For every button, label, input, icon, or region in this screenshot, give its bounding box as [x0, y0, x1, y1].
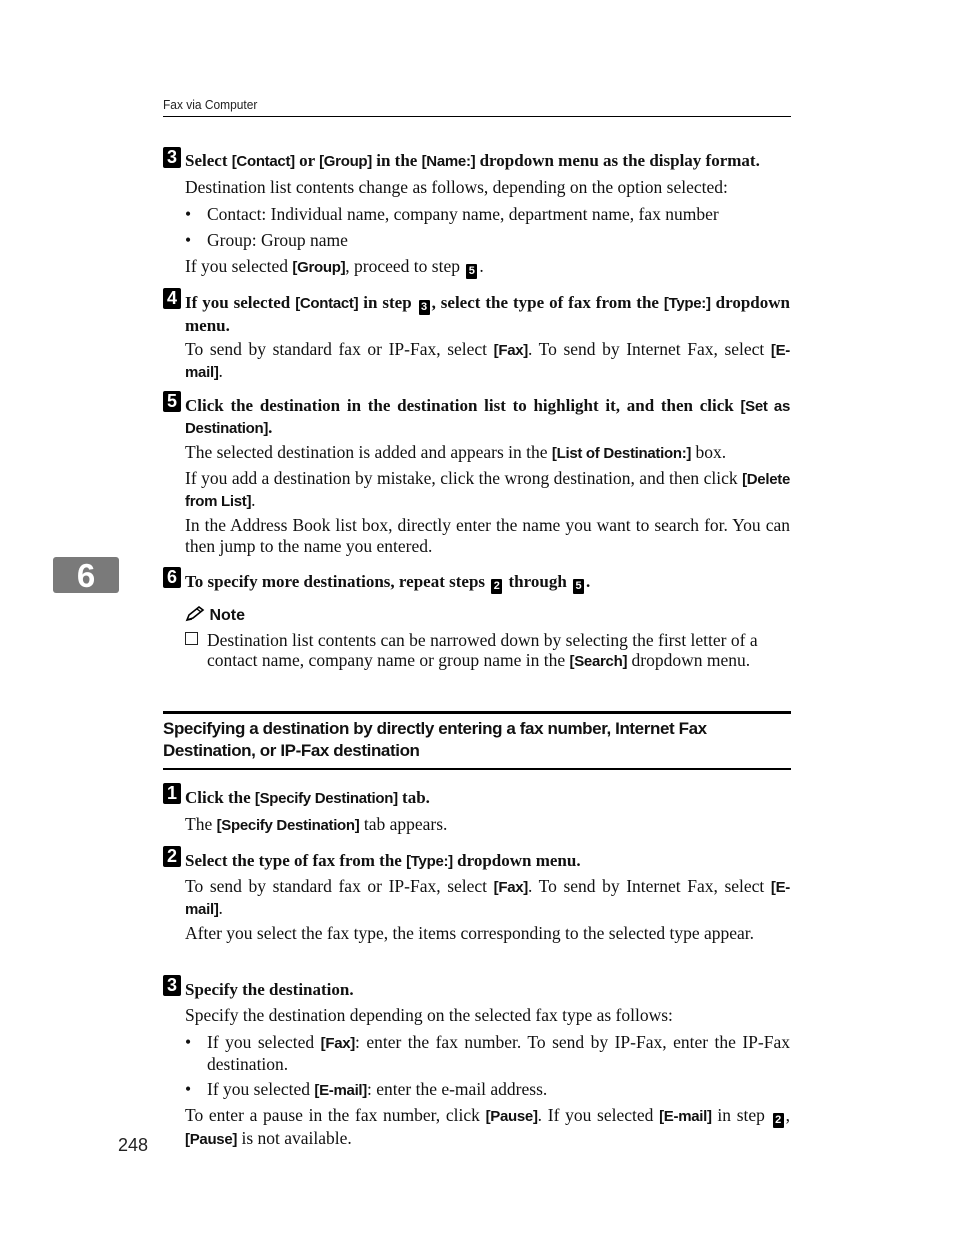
step-description: To send by standard fax or IP-Fax, select [Fax]. To send by Internet Fax, select [E-mail].	[185, 876, 791, 918]
step-number: 2	[163, 846, 181, 867]
pencil-icon	[185, 606, 205, 622]
step-number: 3	[163, 147, 181, 168]
step-instruction: Select the type of fax from the [Type:] dropdown menu.	[185, 851, 581, 870]
step-number: 4	[163, 288, 181, 309]
step-description: Destination list contents change as follows, depending on the option selected:	[185, 177, 728, 197]
step-description: If you selected [Group], proceed to step 5 .	[185, 256, 484, 277]
step-description: To send by standard fax or IP-Fax, select [Fax]. To send by Internet Fax, select [E-mail].	[185, 339, 791, 381]
step-reference: 2	[491, 579, 502, 594]
step-description: If you add a destination by mistake, click the wrong destination, and then click [Delete from List].	[185, 468, 790, 510]
step-description: After you select the fax type, the items corresponding to the selected type appear.	[185, 923, 755, 943]
step-reference: 5	[466, 264, 477, 279]
note-heading	[185, 606, 245, 626]
running-header	[163, 97, 791, 117]
section-rule-top	[163, 711, 791, 714]
header-title: Fax via Computer	[163, 97, 258, 112]
bullet-item: • Group: Group name	[185, 230, 348, 250]
step-instruction: Specify the destination.	[185, 980, 354, 999]
step-description: The selected destination is added and appears in the [List of Destination:] box.	[185, 442, 727, 462]
step-number: 5	[163, 391, 181, 412]
step-reference: 5	[573, 579, 584, 594]
section-title: Specifying a destination by directly entering a fax number, Internet Fax Destination, or IP-Fax destination	[163, 719, 707, 760]
step-number: 6	[163, 567, 181, 588]
bullet-item: • Contact: Individual name, company name, department name, fax number	[185, 204, 719, 224]
step-reference: 2	[773, 1113, 784, 1128]
step-instruction: Select [Contact] or [Group] in the [Name:] dropdown menu as the display format.	[185, 151, 760, 170]
step-description: The [Specify Destination] tab appears.	[185, 814, 448, 834]
note-label: Note	[209, 607, 246, 624]
step-instruction: To specify more destinations, repeat steps 2 through 5 .	[185, 572, 591, 592]
section-rule-bottom	[163, 768, 791, 770]
step-instruction: Click the [Specify Destination] tab.	[185, 788, 430, 807]
note-item: Destination list contents can be narrowed down by selecting the first letter of a contact name, company name or group name in the [Search] dropdown menu.	[185, 630, 790, 672]
step-description: To enter a pause in the fax number, click [Pause]. If you selected [E-mail] in step 2 , [Pause] is not available.	[185, 1105, 790, 1148]
chapter-tab: 6	[53, 557, 119, 593]
step-instruction: Click the destination in the destination list to highlight it, and then click [Set as Destination].	[185, 396, 790, 437]
step-description: Specify the destination depending on the selected fax type as follows:	[185, 1005, 673, 1025]
step-description: In the Address Book list box, directly enter the name you want to search for. You can then jump to the name you entered.	[185, 515, 790, 556]
step-reference: 3	[419, 300, 430, 315]
page-number: 248	[118, 1135, 149, 1155]
step-number: 1	[163, 783, 181, 804]
bullet-item: • If you selected [E-mail]: enter the e-mail address.	[185, 1079, 548, 1099]
step-number: 3	[163, 975, 181, 996]
step-instruction: If you selected [Contact] in step 3 , select the type of fax from the [Type:] dropdown menu.	[185, 293, 790, 335]
bullet-item: • If you selected [Fax]: enter the fax number. To send by IP-Fax, enter the IP-Fax destination.	[185, 1032, 790, 1074]
checkbox-bullet-icon	[185, 632, 198, 645]
